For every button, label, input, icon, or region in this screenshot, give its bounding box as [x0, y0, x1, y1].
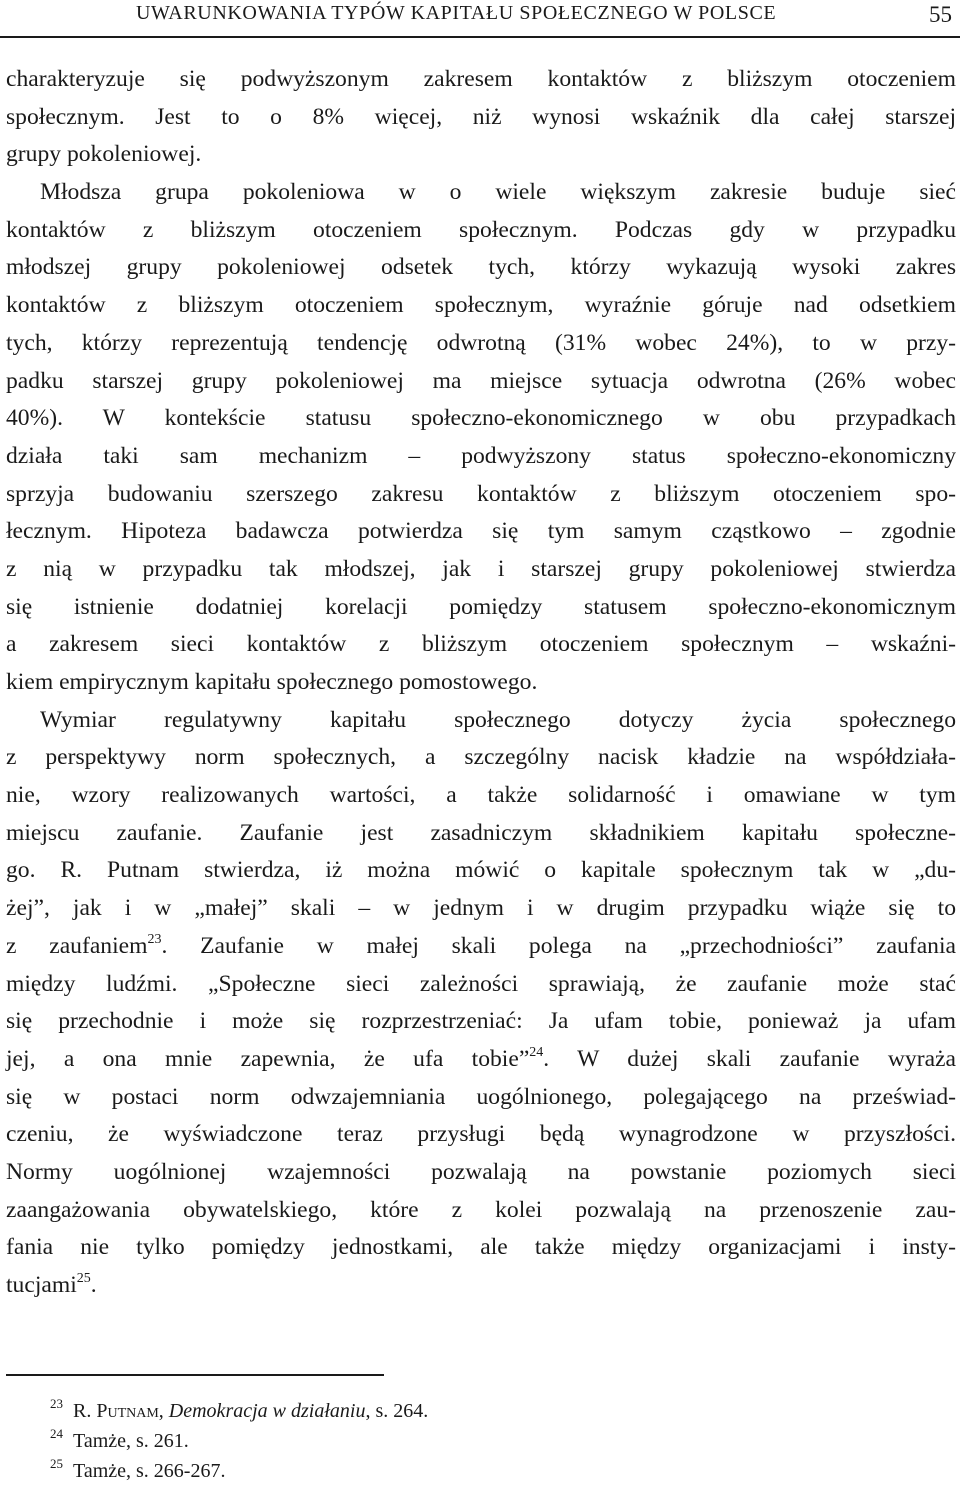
footnote-author: R. Putnam [73, 1400, 159, 1422]
text-line: młodszej grupy pokoleniowej odsetek tych, którzy wykazują wysoki zakres [6, 254, 956, 281]
footnote-rule [6, 1374, 384, 1376]
footnote-number: 25 [50, 1456, 63, 1471]
line-text: tucjami [6, 1272, 77, 1298]
text-line: czeniu, że wyświadczone teraz przysługi będą wynagrodzone w przyszłości. [6, 1121, 956, 1148]
text-line: tych, którzy reprezentują tendencję odwrotną (31% wobec 24%), to w przy- [6, 329, 956, 356]
text-line: działa taki sam mechanizm – podwyższony status społeczno-ekonomiczny [6, 442, 956, 469]
text-line: Młodsza grupa pokoleniowa w o wiele większym zakresie buduje sieć [40, 179, 956, 206]
footnote-text: Tamże, s. 261. [73, 1430, 189, 1452]
footnote-pages: , s. 264. [365, 1400, 429, 1422]
text-line: łecznym. Hipoteza badawcza potwierdza się tym samym cząstkowo – zgodnie [6, 518, 956, 545]
header-rule [0, 36, 960, 38]
line-text: jej, a ona mnie zapewnia, że ufa tobie” [6, 1045, 530, 1072]
line-text: z zaufaniem [6, 932, 148, 959]
footnote-ref-25: 25 [76, 1271, 91, 1286]
text-line: padku starszej grupy pokoleniowej ma miejsce sytuacja odwrotna (26% wobec [6, 367, 956, 394]
text-line: kontaktów z bliższym otoczeniem społecznym, wyraźnie góruje nad odsetkiem [6, 292, 956, 319]
running-header [0, 0, 960, 36]
footnotes [50, 1396, 750, 1486]
text-line: żej”, jak i w „małej” skali – w jednym i w drugim przypadku wiąże się to [6, 895, 956, 922]
line-text: . [90, 1272, 97, 1298]
text-line: się istnienie dodatniej korelacji pomiędzy statusem społeczno-ekonomicznym [6, 593, 956, 620]
text-line [6, 1267, 956, 1305]
footnote-25 [50, 1456, 750, 1486]
text-line: się w postaci norm odwzajemniania uogólnionego, polegającego na przeświad- [6, 1083, 956, 1110]
text-line: Normy uogólnionej wzajemności pozwalają na powstanie poziomych sieci [6, 1158, 956, 1185]
footnote-ref-24: 24 [529, 1044, 544, 1060]
line-text: . Zaufanie w małej skali polega na „przechodniości” zaufania [161, 932, 956, 959]
text-line [6, 928, 956, 966]
text-line: 40%). W kontekście statusu społeczno-ekonomicznego w obu przypadkach [6, 405, 956, 432]
footnote-23 [50, 1396, 750, 1426]
text-line: a zakresem sieci kontaktów z bliższym otoczeniem społecznym – wskaźni- [6, 631, 956, 658]
footnote-ref-23: 23 [147, 931, 162, 947]
text-line: charakteryzuje się podwyższonym zakresem kontaktów z bliższym otoczeniem [6, 66, 956, 92]
body-text [6, 61, 956, 1305]
text-line: Wymiar regulatywny kapitału społecznego dotyczy życia społecznego [40, 706, 956, 733]
text-line: go. R. Putnam stwierdza, iż można mówić o kapitale społecznym tak w „du- [6, 857, 956, 884]
text-line: fania nie tylko pomiędzy jednostkami, ale także między organizacjami i insty- [6, 1234, 956, 1261]
text-line: kiem empirycznym kapitału społecznego pomostowego. [6, 669, 538, 695]
text-line: grupy pokoleniowej. [6, 141, 202, 168]
text-line: miejscu zaufanie. Zaufanie jest zasadniczym składnikiem kapitału społeczne- [6, 819, 956, 846]
text-line: zaangażowania obywatelskiego, które z kolei pozwalają na przenoszenie zau- [6, 1196, 956, 1223]
text-line: z nią w przypadku tak młodszej, jak i starszej grupy pokoleniowej stwierdza [6, 555, 956, 582]
text-line: między ludźmi. „Społeczne sieci zależności sprawiają, że zaufanie może stać [6, 970, 956, 997]
text-line: się przechodnie i może się rozprzestrzeniać: Ja ufam tobie, ponieważ ja ufam [6, 1008, 956, 1035]
footnote-24 [50, 1426, 750, 1456]
footnote-title: Demokracja w działaniu [168, 1400, 366, 1422]
text-line [6, 1041, 956, 1079]
footnote-text: Tamże, s. 266-267. [73, 1460, 226, 1482]
text-line: sprzyja budowaniu szerszego zakresu kontaktów z bliższym otoczeniem spo- [6, 480, 956, 507]
text-line: z perspektywy norm społecznych, a szczególny nacisk kładzie na współdziała- [6, 744, 956, 771]
text-line: kontaktów z bliższym otoczeniem społecznym. Podczas gdy w przypadku [6, 216, 956, 243]
running-title: UWARUNKOWANIA TYPÓW KAPITAŁU SPOŁECZNEGO W POLSCE [136, 2, 777, 24]
page-number: 55 [929, 2, 952, 27]
text-line: społecznym. Jest to o 8% więcej, niż wynosi wskaźnik dla całej starszej [6, 103, 956, 130]
text-line: nie, wzory realizowanych wartości, a także solidarność i omawiane w tym [6, 782, 956, 809]
footnote-separator: , [158, 1400, 169, 1422]
footnote-number: 23 [50, 1396, 63, 1411]
footnote-number: 24 [50, 1426, 63, 1441]
line-text: . W dużej skali zaufanie wyraża [543, 1045, 956, 1072]
